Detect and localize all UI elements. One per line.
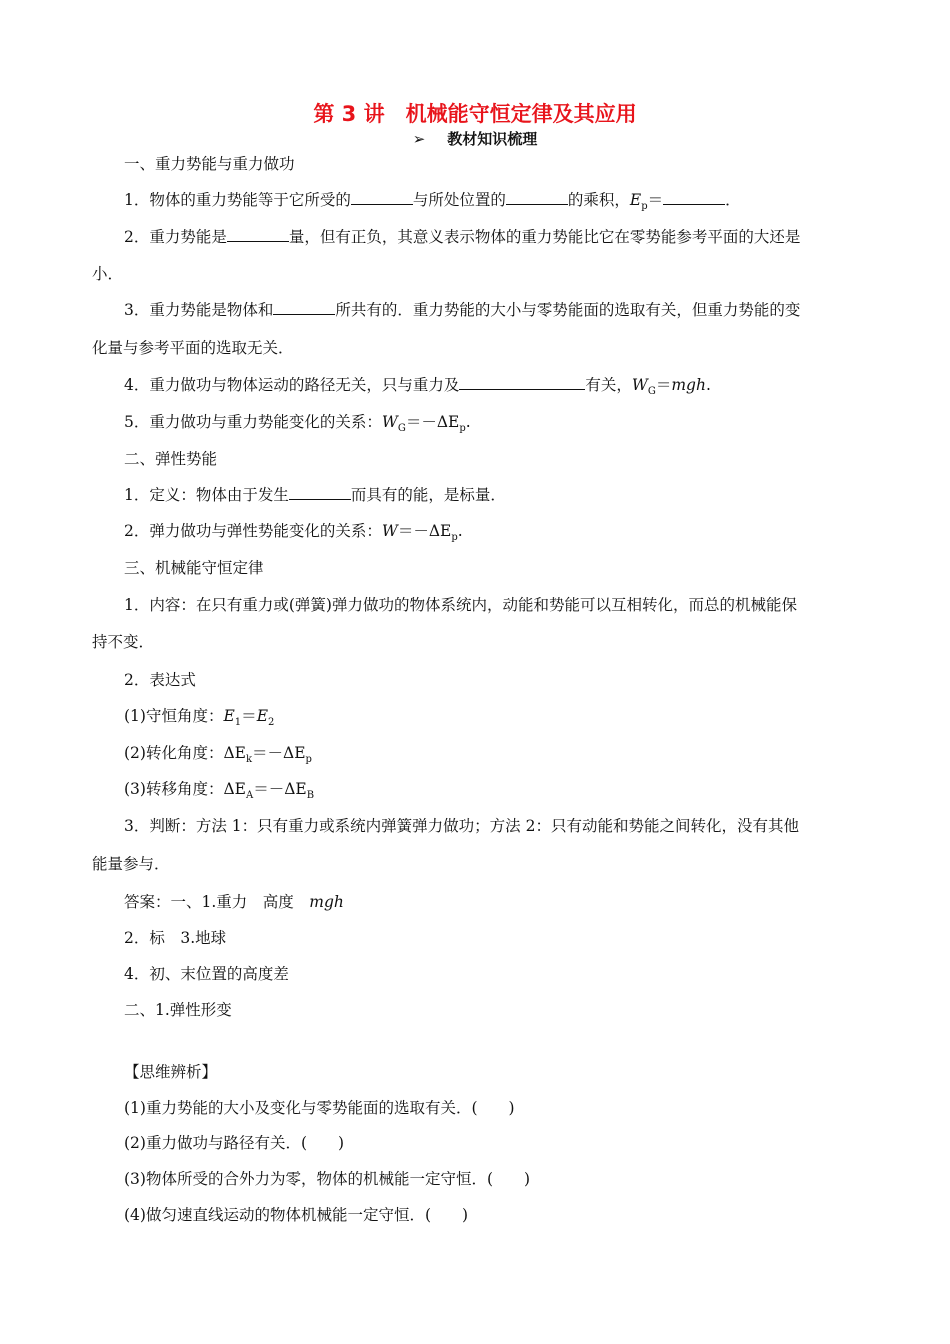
text: . [457, 522, 463, 540]
heading-conservation-law: 三、机械能守恒定律 [124, 559, 264, 577]
subscript: p [451, 532, 458, 544]
text: (1)守恒角度： [124, 707, 224, 725]
answer-line-2: 2．标 3.地球 [124, 929, 227, 947]
symbol: mgh [671, 376, 706, 394]
page-title: 第 3 讲 机械能守恒定律及其应用 [313, 102, 637, 126]
item-3-2-3 [124, 777, 314, 801]
subscript: A [245, 790, 254, 802]
symbol: E [629, 191, 642, 209]
subscript: B [306, 790, 315, 802]
item-3-2: 2．表达式 [124, 671, 196, 689]
thinking-heading: 【思维辨析】 [124, 1063, 218, 1081]
text: . [465, 413, 471, 431]
text: 所共有的．重力势能的大小与零势能面的选取有关，但重力势能的变 [335, 301, 801, 319]
subtitle-text: 教材知识梳理 [447, 130, 538, 148]
fill-blank [227, 227, 289, 242]
arrow-bullet-icon: ➢ [412, 130, 426, 148]
text: ＝ [241, 707, 257, 725]
thinking-question-1: (1)重力势能的大小及变化与零势能面的选取有关．( ) [124, 1099, 515, 1117]
item-2-1 [124, 483, 506, 505]
text: 1．定义：物体由于发生 [124, 486, 289, 504]
answer-line-4: 二、1.弹性形变 [124, 1001, 232, 1019]
text: ＝－ΔE [405, 413, 460, 431]
fill-blank [289, 485, 351, 500]
subscript: k [245, 754, 253, 766]
fill-blank [351, 190, 413, 205]
thinking-question-2: (2)重力做功与路径有关．( ) [124, 1134, 345, 1152]
subscript: G [647, 386, 656, 398]
symbol: W [631, 376, 648, 394]
text: 1．物体的重力势能等于它所受的 [124, 191, 351, 209]
item-1-4 [124, 373, 711, 397]
text: 量，但有正负，其意义表示物体的重力势能比它在零势能参考平面的大还是 [288, 228, 801, 246]
text: 答案：一、1.重力 高度 [124, 893, 310, 911]
text: 3．重力势能是物体和 [124, 301, 274, 319]
subscript: G [397, 423, 406, 435]
symbol: E [256, 707, 269, 725]
text: 5．重力做功与重力势能变化的关系： [124, 413, 382, 431]
text: ＝－ΔE [253, 780, 307, 798]
text: 4．重力做功与物体运动的路径无关，只与重力及 [124, 376, 460, 394]
subscript: p [305, 754, 312, 766]
item-3-2-2 [124, 741, 312, 765]
thinking-question-3: (3)物体所受的合外力为零，物体的机械能一定守恒．( ) [124, 1170, 531, 1188]
text: (3)转移角度：ΔE [124, 780, 246, 798]
text: 有关， [585, 376, 632, 394]
thinking-question-4: (4)做匀速直线运动的物体机械能一定守恒．( ) [124, 1206, 469, 1224]
subscript: p [641, 201, 648, 213]
symbol: E [223, 707, 235, 725]
item-3-3-cont: 能量参与． [92, 855, 170, 873]
section-subtitle [0, 128, 950, 149]
item-1-3 [124, 298, 800, 320]
text: 2．弹力做功与弹性势能变化的关系： [124, 522, 382, 540]
text: (2)转化角度：ΔE [124, 744, 246, 762]
text: ＝－ΔE [397, 522, 452, 540]
text: ＝－ΔE [252, 744, 306, 762]
text: 与所处位置的 [412, 191, 506, 209]
item-3-3: 3．判断：方法 1：只有重力或系统内弹簧弹力做功；方法 2：只有动能和势能之间转化，没有其他 [124, 817, 799, 835]
subscript: p [459, 423, 466, 435]
item-1-3-cont: 化量与参考平面的选取无关． [92, 339, 294, 357]
symbol: W [381, 522, 398, 540]
text: ＝ [647, 191, 664, 209]
text: 2．重力势能是 [124, 228, 227, 246]
answer-line-1 [124, 890, 344, 912]
subscript: 1 [234, 717, 242, 729]
answer-line-3: 4．初、末位置的高度差 [124, 965, 289, 983]
item-1-2 [124, 225, 800, 247]
fill-blank [506, 190, 568, 205]
text: 的乘积， [567, 191, 630, 209]
heading-elastic-potential: 二、弹性势能 [124, 450, 218, 468]
text: ＝ [655, 376, 672, 394]
heading-gravity-potential: 一、重力势能与重力做功 [124, 155, 295, 173]
item-3-1: 1．内容：在只有重力或(弹簧)弹力做功的物体系统内，动能和势能可以互相转化，而总的机械能保 [124, 596, 797, 614]
fill-blank [273, 300, 335, 315]
fill-blank [459, 375, 585, 390]
item-1-5 [124, 410, 471, 434]
subscript: 2 [268, 717, 275, 729]
symbol: W [381, 413, 398, 431]
item-3-1-cont: 持不变． [92, 633, 155, 651]
text: 而具有的能，是标量． [350, 486, 506, 504]
item-3-2-1 [124, 704, 274, 728]
fill-blank [663, 190, 725, 205]
symbol: mgh [309, 893, 344, 911]
text: . [705, 376, 711, 394]
item-1-1 [124, 188, 741, 212]
item-1-2-cont: 小． [92, 265, 124, 283]
item-2-2 [124, 519, 463, 543]
text: ． [725, 191, 741, 209]
